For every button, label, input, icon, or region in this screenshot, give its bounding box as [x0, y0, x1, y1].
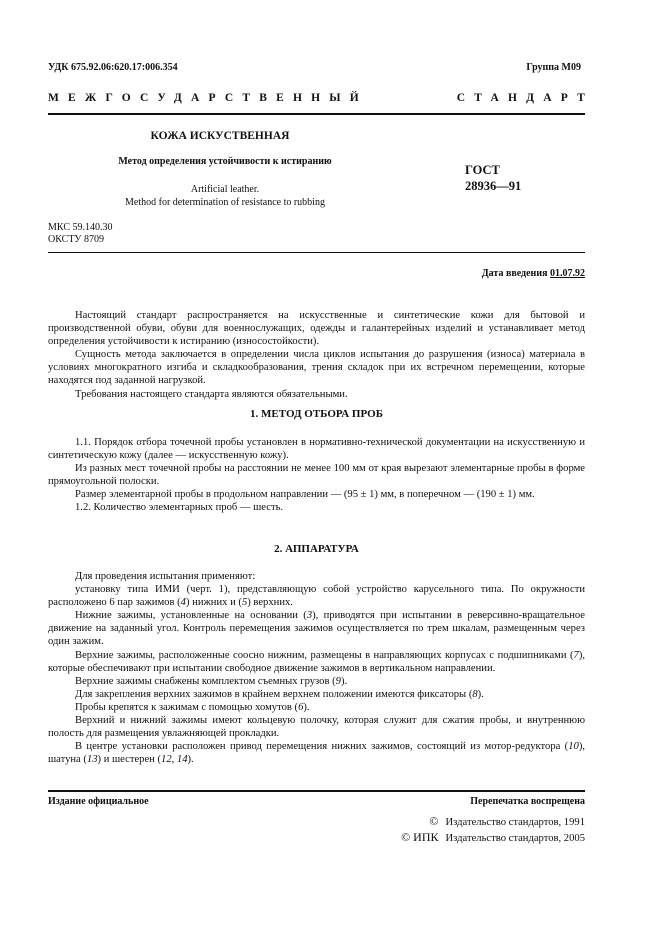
copyright-symbol: © — [429, 814, 439, 828]
classification-codes — [48, 222, 112, 246]
section-paragraph: Верхний и нижний зажимы имеют кольцевую полочку, которая служит для сжатия пробы, и внутреннюю полость для размещения увлажняющей прокладки. — [48, 715, 585, 740]
okstu-code: ОКСТУ 8709 — [48, 234, 105, 245]
intro-paragraph: Требования настоящего стандарта являются обязательными. — [75, 388, 348, 400]
effective-date — [482, 268, 585, 279]
date-label: Дата введения — [481, 268, 548, 279]
standard-word-interstate: МЕЖГОСУДАРСТВЕННЫЙ — [48, 92, 368, 104]
section-paragraph: В центре установки расположен привод перемещения нижних зажимов, состоящий из мотор-редуктора (10), шатуна (13) и шестерен (12, 14). — [48, 741, 585, 766]
section-paragraph: Нижние зажимы, установленные на основании (3), приводятся при испытании в реверсивно-вращательное движение на заданный угол. Контроль перемещения зажимов осуществляется по трем шкалам, размещенным через один зажим. — [48, 610, 585, 648]
reprint-prohibited-note: Перепечатка воспрещена — [470, 796, 585, 807]
section-paragraph: Пробы крепятся к зажимам с помощью хомутов (6). — [75, 701, 310, 713]
section-paragraph: Размер элементарной пробы в продольном направлении — (95 ± 1) мм, в поперечном — (190 ± 1) мм. — [75, 489, 535, 501]
section-paragraph: 1.2. Количество элементарных проб — шесть. — [75, 502, 284, 514]
title-block-rule — [48, 252, 585, 253]
gost-number: 28936—91 — [465, 179, 522, 193]
gost-designation — [465, 162, 521, 194]
section-paragraph: Из разных мест точечной пробы на расстоянии не менее 100 мм от края вырезают элементарные пробы в форме прямоугольной полоски. — [48, 463, 585, 488]
section-paragraph: Верхние зажимы снабжены комплектом съемных грузов (9). — [75, 675, 348, 687]
group-code: Группа М09 — [526, 62, 581, 73]
date-value: 01.07.92 — [550, 268, 585, 279]
section-paragraph: Верхние зажимы, расположенные соосно нижним, размещены в направляющих корпусах с подшипниками (7), которые обеспечивают при испытании свободное движение зажимов в вертикальном направлении. — [48, 649, 585, 674]
document-subtitle: Метод определения устойчивости к истиранию — [118, 156, 332, 167]
section-paragraph: 1.1. Порядок отбора точечной пробы установлен в нормативно-технической документации на искусственную и синтетическую кожу (далее — искусственную кожу). — [48, 437, 585, 462]
official-edition-note: Издание официальное — [48, 796, 149, 807]
section-2-text — [48, 570, 585, 766]
udk-code: УДК 675.92.06:620.17:006.354 — [48, 62, 178, 73]
section-paragraph: Для закрепления верхних зажимов в крайнем верхнем положении имеются фиксаторы (8). — [75, 688, 484, 700]
copyright-1991: © Издательство стандартов, 1991 — [429, 814, 585, 828]
footer-rule — [48, 790, 585, 792]
standard-word-standard: СТАНДАРТ — [456, 92, 594, 104]
section-1-text — [48, 436, 585, 515]
header-rule — [48, 113, 585, 115]
gost-label: ГОСТ — [465, 163, 500, 177]
section-1-heading: 1. МЕТОД ОТБОРА ПРОБ — [250, 408, 383, 420]
copyright-2005: © ИПК Издательство стандартов, 2005 — [401, 830, 585, 844]
section-paragraph: установку типа ИМИ (черт. 1), представляющую собой устройство карусельного типа. По окружности расположено 6 пар зажимов (4) нижних и (5) верхних. — [48, 584, 585, 609]
intro-paragraph: Сущность метода заключается в определении числа циклов испытания до разрушения (износа) материала в условиях многократного изгиба и складкообразования, трения складок при их встречном перемещении, которые находятся под заданной нагрузкой. — [48, 349, 585, 387]
intro-text — [48, 309, 585, 401]
english-title: Artificial leather. — [190, 184, 260, 195]
mks-code: МКС 59.140.30 — [48, 222, 113, 233]
document-title: КОЖА ИСКУСТВЕННАЯ — [150, 130, 290, 142]
copyright-symbol: © ИПК — [401, 830, 439, 844]
section-2-heading: 2. АППАРАТУРА — [274, 543, 359, 555]
english-subtitle: Method for determination of resistance to rubbing — [125, 197, 325, 208]
intro-paragraph: Настоящий стандарт распространяется на искусственные и синтетические кожи для бытовой и производственной обуви, обуви для военнослужащих, одежды и галантерейных изделий и устанавливает метод определения устойчивости к истиранию (износостойкости). — [48, 310, 585, 348]
section-paragraph: Для проведения испытания применяют: — [75, 571, 256, 582]
